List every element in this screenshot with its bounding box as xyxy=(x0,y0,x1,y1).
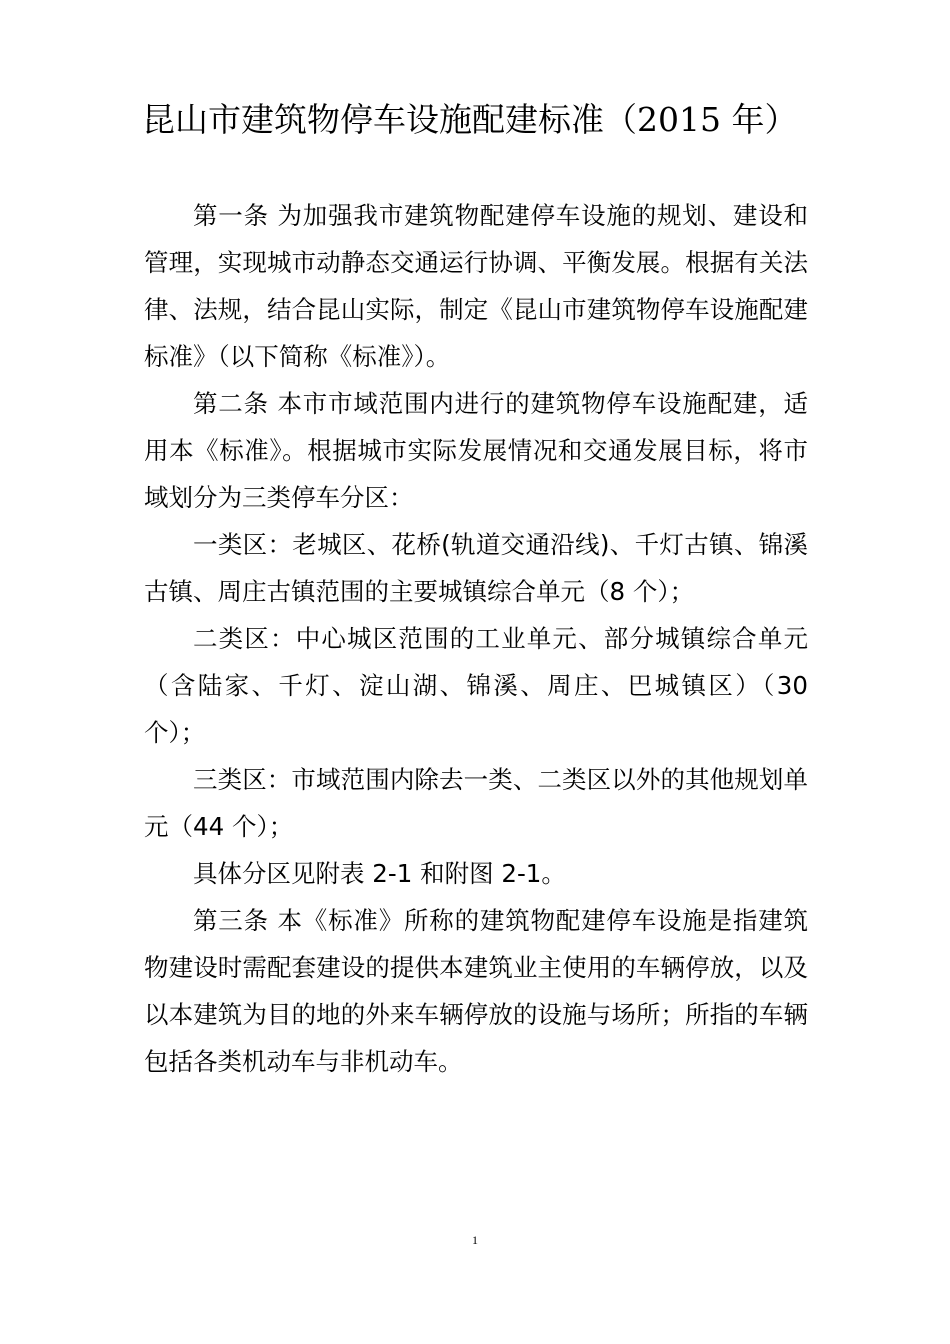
document-title: 昆山市建筑物停车设施配建标准（2015 年） xyxy=(142,100,798,139)
document-body xyxy=(144,192,808,1085)
paragraph-zone-1: 一类区：老城区、花桥(轨道交通沿线)、千灯古镇、锦溪古镇、周庄古镇范围的主要城镇综合单元（8 个）； xyxy=(144,530,808,606)
paragraph-article-3: 第三条 本《标准》所称的建筑物配建停车设施是指建筑物建设时需配套建设的提供本建筑业主使用的车辆停放，以及以本建筑为目的地的外来车辆停放的设施与场所；所指的车辆包括各类机动车与非机动车。 xyxy=(144,906,808,1076)
paragraph-zone-reference: 具体分区见附表 2-1 和附图 2-1。 xyxy=(193,859,566,888)
paragraph-article-1: 第一条 为加强我市建筑物配建停车设施的规划、建设和管理，实现城市动静态交通运行协调、平衡发展。根据有关法律、法规，结合昆山实际，制定《昆山市建筑物停车设施配建标准》（以下简称《标准》）。 xyxy=(144,201,808,371)
paragraph-article-2: 第二条 本市市域范围内进行的建筑物停车设施配建，适用本《标准》。根据城市实际发展情况和交通发展目标，将市域划分为三类停车分区： xyxy=(144,389,808,512)
page-number: 1 xyxy=(472,1233,478,1247)
paragraph-zone-3: 三类区：市域范围内除去一类、二类区以外的其他规划单元（44 个）； xyxy=(144,765,808,841)
paragraph-zone-2: 二类区：中心城区范围的工业单元、部分城镇综合单元（含陆家、千灯、淀山湖、锦溪、周庄、巴城镇区）（30 个）； xyxy=(144,624,808,747)
